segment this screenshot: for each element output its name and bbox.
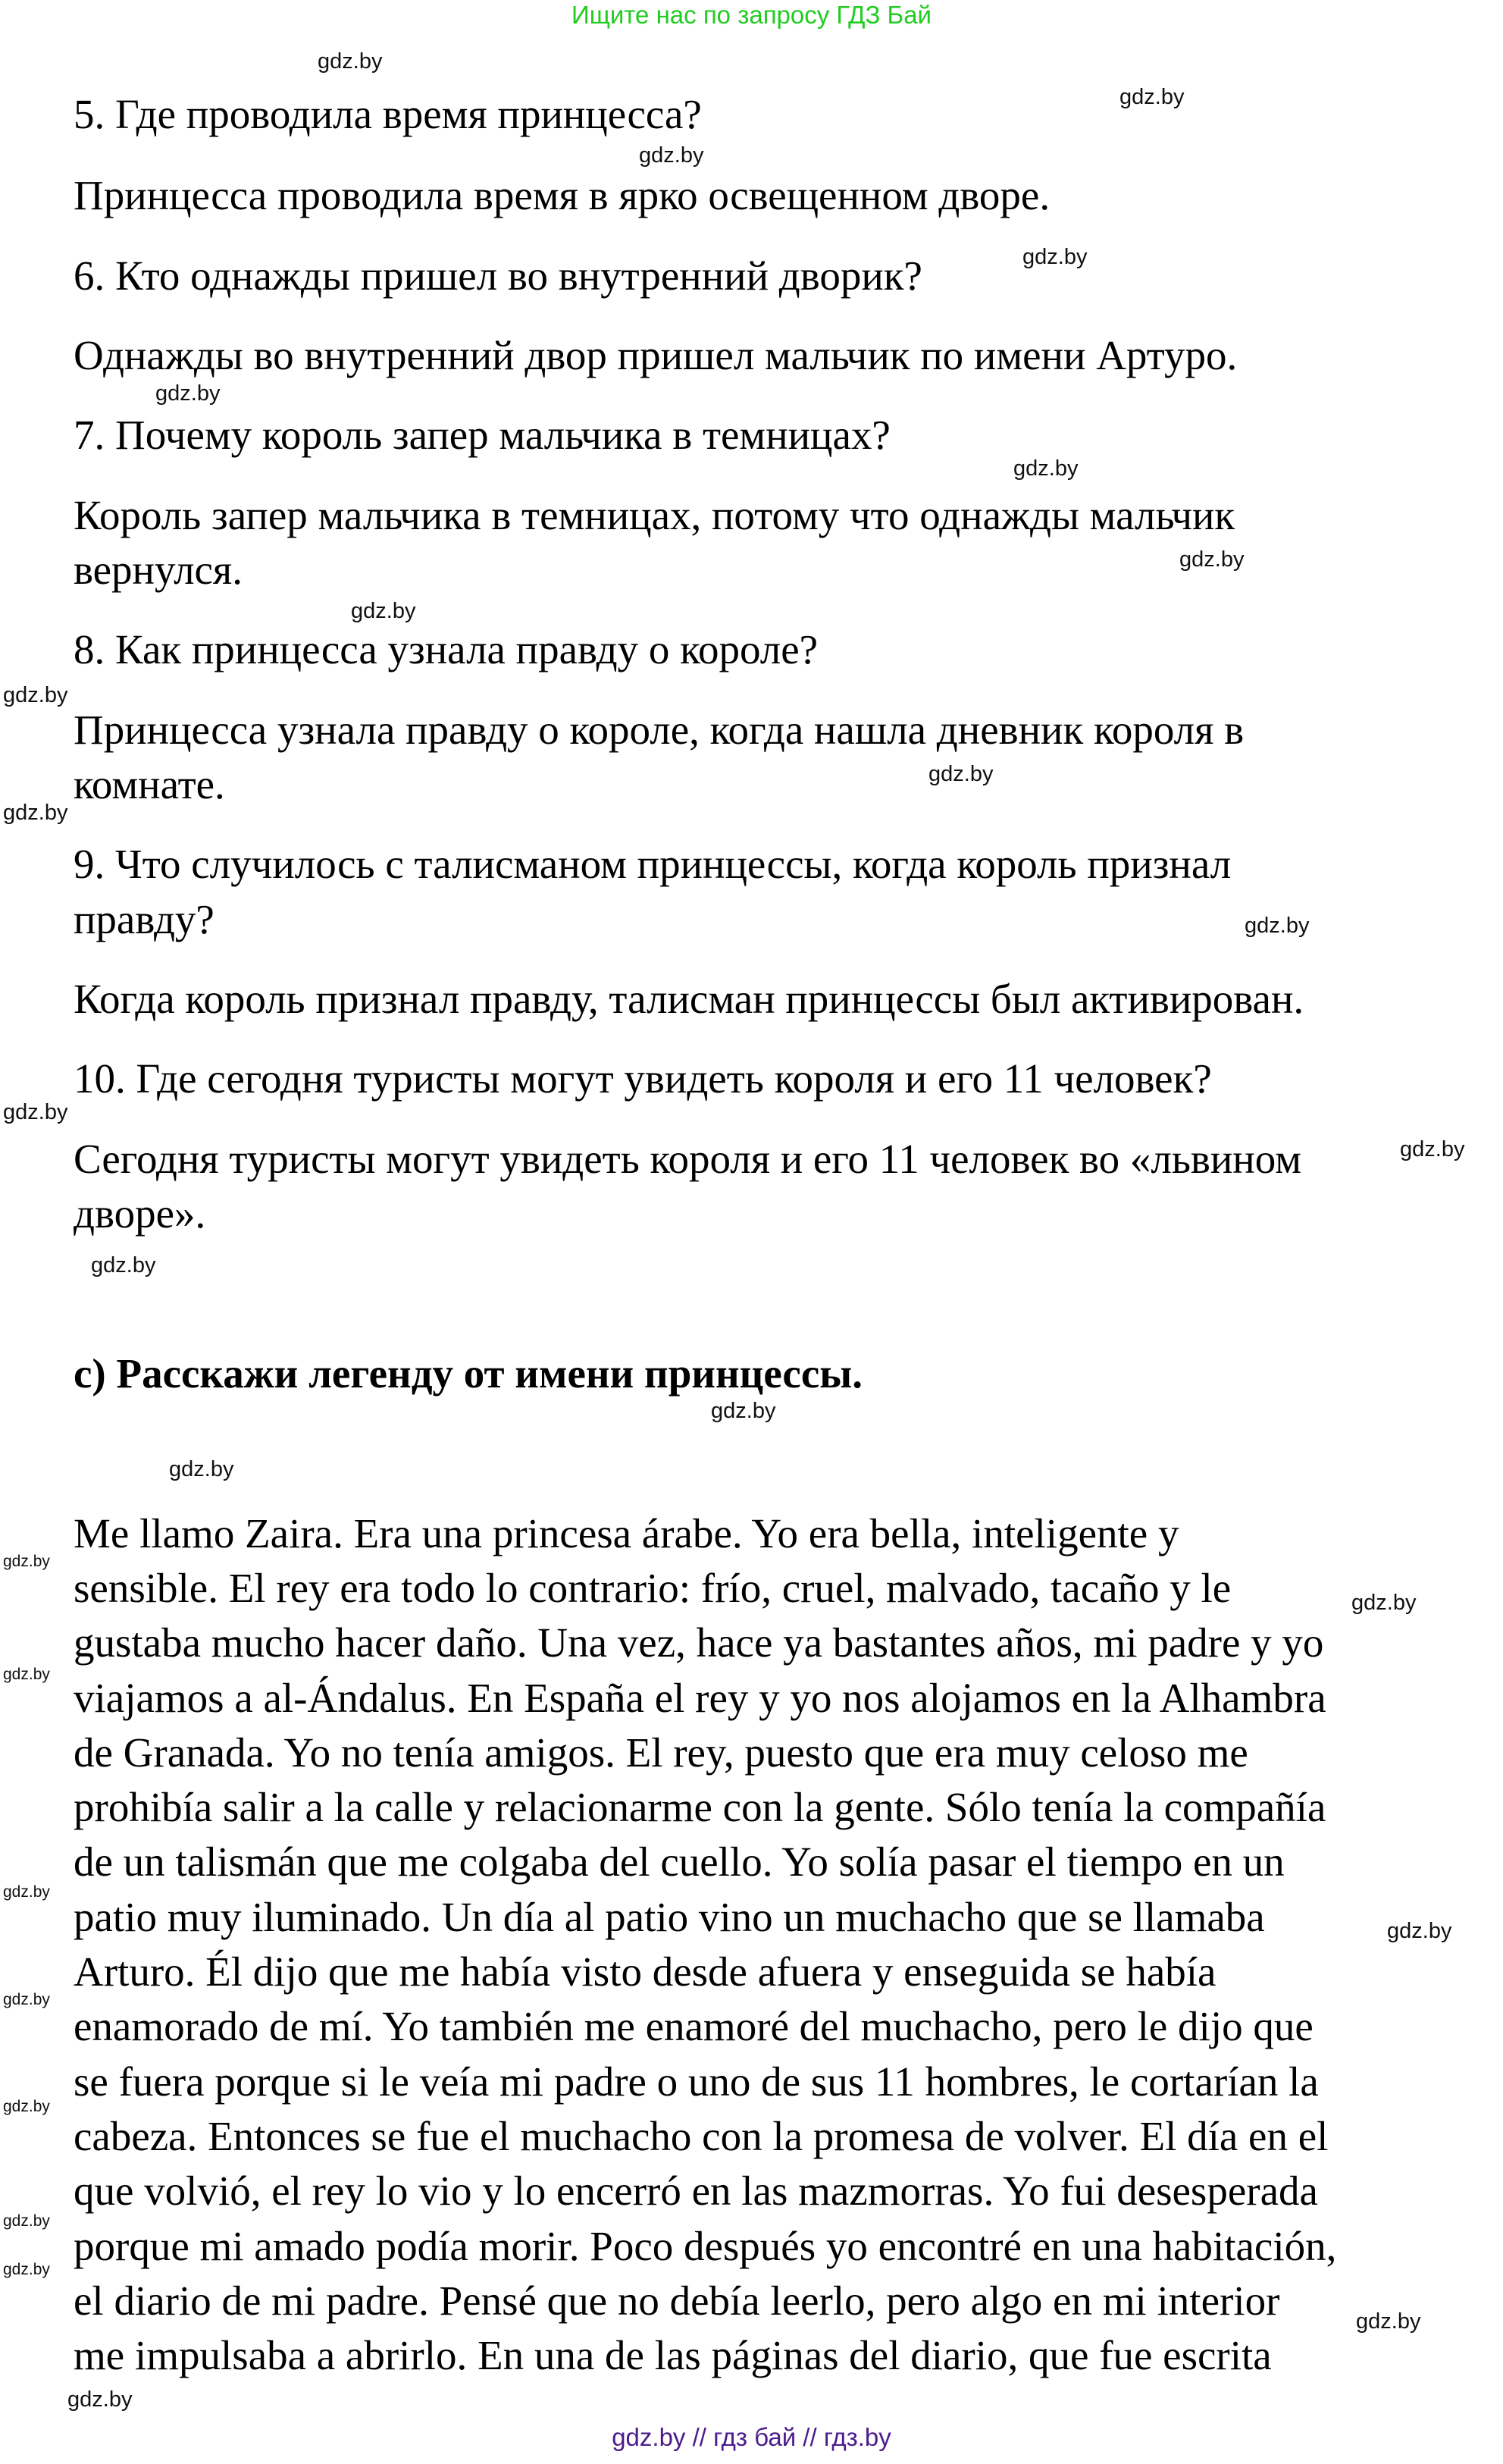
watermark-text: gdz.by [639, 143, 704, 168]
watermark-text: gdz.by [67, 2387, 133, 2412]
watermark-text: gdz.by [711, 1399, 776, 1423]
qa-line: Сегодня туристы могут увидеть короля и его 11 человек во «львином [74, 1136, 1302, 1182]
watermark-text: gdz.by [3, 683, 68, 707]
watermark-text: gdz.by [318, 49, 383, 74]
story-line: Me llamo Zaira. Era una princesa árabe. Yo era bella, inteligente y [74, 1510, 1179, 1556]
watermark-text: gdz.by [928, 762, 994, 786]
story-line: Arturo. Él dijo que me había visto desde afuera y enseguida se había [74, 1948, 1216, 1995]
watermark-text: gdz.by [3, 801, 68, 825]
watermark-text: gdz.by [3, 1991, 50, 2008]
story-line: me impulsaba a abrirlo. En una de las páginas del diario, que fue escrita [74, 2332, 1272, 2378]
story-line: el diario de mi padre. Pensé que no debía leerlo, pero algo en mi interior [74, 2277, 1280, 2324]
qa-line: вернулся. [74, 547, 243, 593]
qa-line: Принцесса проводила время в ярко освещенном дворе. [74, 172, 1051, 218]
qa-line: 7. Почему король запер мальчика в темницах? [74, 412, 891, 458]
story-line: prohibía salir a la calle y relacionarme con la gente. Sólo tenía la compañía [74, 1784, 1326, 1830]
watermark-text: gdz.by [1179, 547, 1245, 572]
watermark-text: gdz.by [3, 2212, 50, 2230]
watermark-text: gdz.by [1022, 245, 1088, 269]
story-line: sensible. El rey era todo lo contrario: frío, cruel, malvado, tacaño y le [74, 1565, 1232, 1611]
watermark-text: gdz.by [1013, 456, 1079, 481]
watermark-text: gdz.by [1356, 2309, 1421, 2334]
story-line: enamorado de mí. Yo también me enamoré del muchacho, pero le dijo que [74, 2003, 1314, 2049]
story-line: cabeza. Entonces se fue el muchacho con la promesa de volver. El día en el [74, 2113, 1329, 2159]
story-line: viajamos a al-Ándalus. En España el rey y yo nos alojamos en la Alhambra [74, 1675, 1326, 1721]
watermark-text: gdz.by [3, 1100, 68, 1124]
watermark-text: gdz.by [1119, 85, 1185, 109]
qa-line: 9. Что случилось с талисманом принцессы, когда король признал [74, 841, 1232, 887]
qa-line: дворе». [74, 1190, 206, 1237]
footer-links[interactable]: gdz.by // гдз бай // гдз.by [612, 2423, 891, 2451]
watermark-text: gdz.by [351, 599, 416, 623]
section-heading: c) Расскажи легенду от имени принцессы. [74, 1350, 863, 1397]
watermark-text: gdz.by [1245, 914, 1310, 938]
watermark-text: gdz.by [3, 2098, 50, 2115]
qa-line: Король запер мальчика в темницах, потому что однажды мальчик [74, 492, 1235, 538]
watermark-text: gdz.by [3, 1553, 50, 1570]
story-line: de Granada. Yo no tenía amigos. El rey, puesto que era muy celoso me [74, 1729, 1248, 1776]
story-line: de un talismán que me colgaba del cuello. Yo solía pasar el tiempo en un [74, 1839, 1285, 1885]
top-banner[interactable]: Ищите нас по запросу ГДЗ Бай [571, 1, 932, 29]
watermark-text: gdz.by [1351, 1591, 1417, 1615]
qa-line: правду? [74, 896, 214, 942]
watermark-text: gdz.by [1400, 1137, 1465, 1161]
qa-line: Принцесса узнала правду о короле, когда нашла дневник короля в [74, 707, 1245, 753]
watermark-text: gdz.by [155, 381, 221, 406]
qa-line: 8. Как принцесса узнала правду о короле? [74, 626, 819, 672]
watermark-text: gdz.by [3, 1666, 50, 1683]
watermark-text: gdz.by [91, 1253, 156, 1277]
watermark-text: gdz.by [169, 1457, 234, 1481]
story-line: porque mi amado podía morir. Poco después yo encontré en una habitación, [74, 2223, 1337, 2269]
story-line: patio muy iluminado. Un día al patio vino un muchacho que se llamaba [74, 1894, 1265, 1940]
story-line: gustaba mucho hacer daño. Una vez, hace ya bastantes años, mi padre y yo [74, 1619, 1324, 1666]
qa-line: Однажды во внутренний двор пришел мальчик по имени Артуро. [74, 332, 1238, 378]
story-line: que volvió, el rey lo vio y lo encerró en las mazmorras. Yo fui desesperada [74, 2168, 1318, 2214]
watermark-text: gdz.by [3, 1883, 50, 1901]
watermark-text: gdz.by [3, 2261, 50, 2278]
qa-line: комнате. [74, 761, 225, 807]
watermark-text: gdz.by [1387, 1919, 1452, 1943]
qa-line: Когда король признал правду, талисман принцессы был активирован. [74, 976, 1304, 1022]
qa-line: 5. Где проводила время принцесса? [74, 91, 702, 137]
story-line: se fuera porque si le veía mi padre o uno de sus 11 hombres, le cortarían la [74, 2058, 1319, 2105]
qa-line: 10. Где сегодня туристы могут увидеть короля и его 11 человек? [74, 1055, 1212, 1102]
qa-line: 6. Кто однажды пришел во внутренний дворик? [74, 252, 922, 299]
